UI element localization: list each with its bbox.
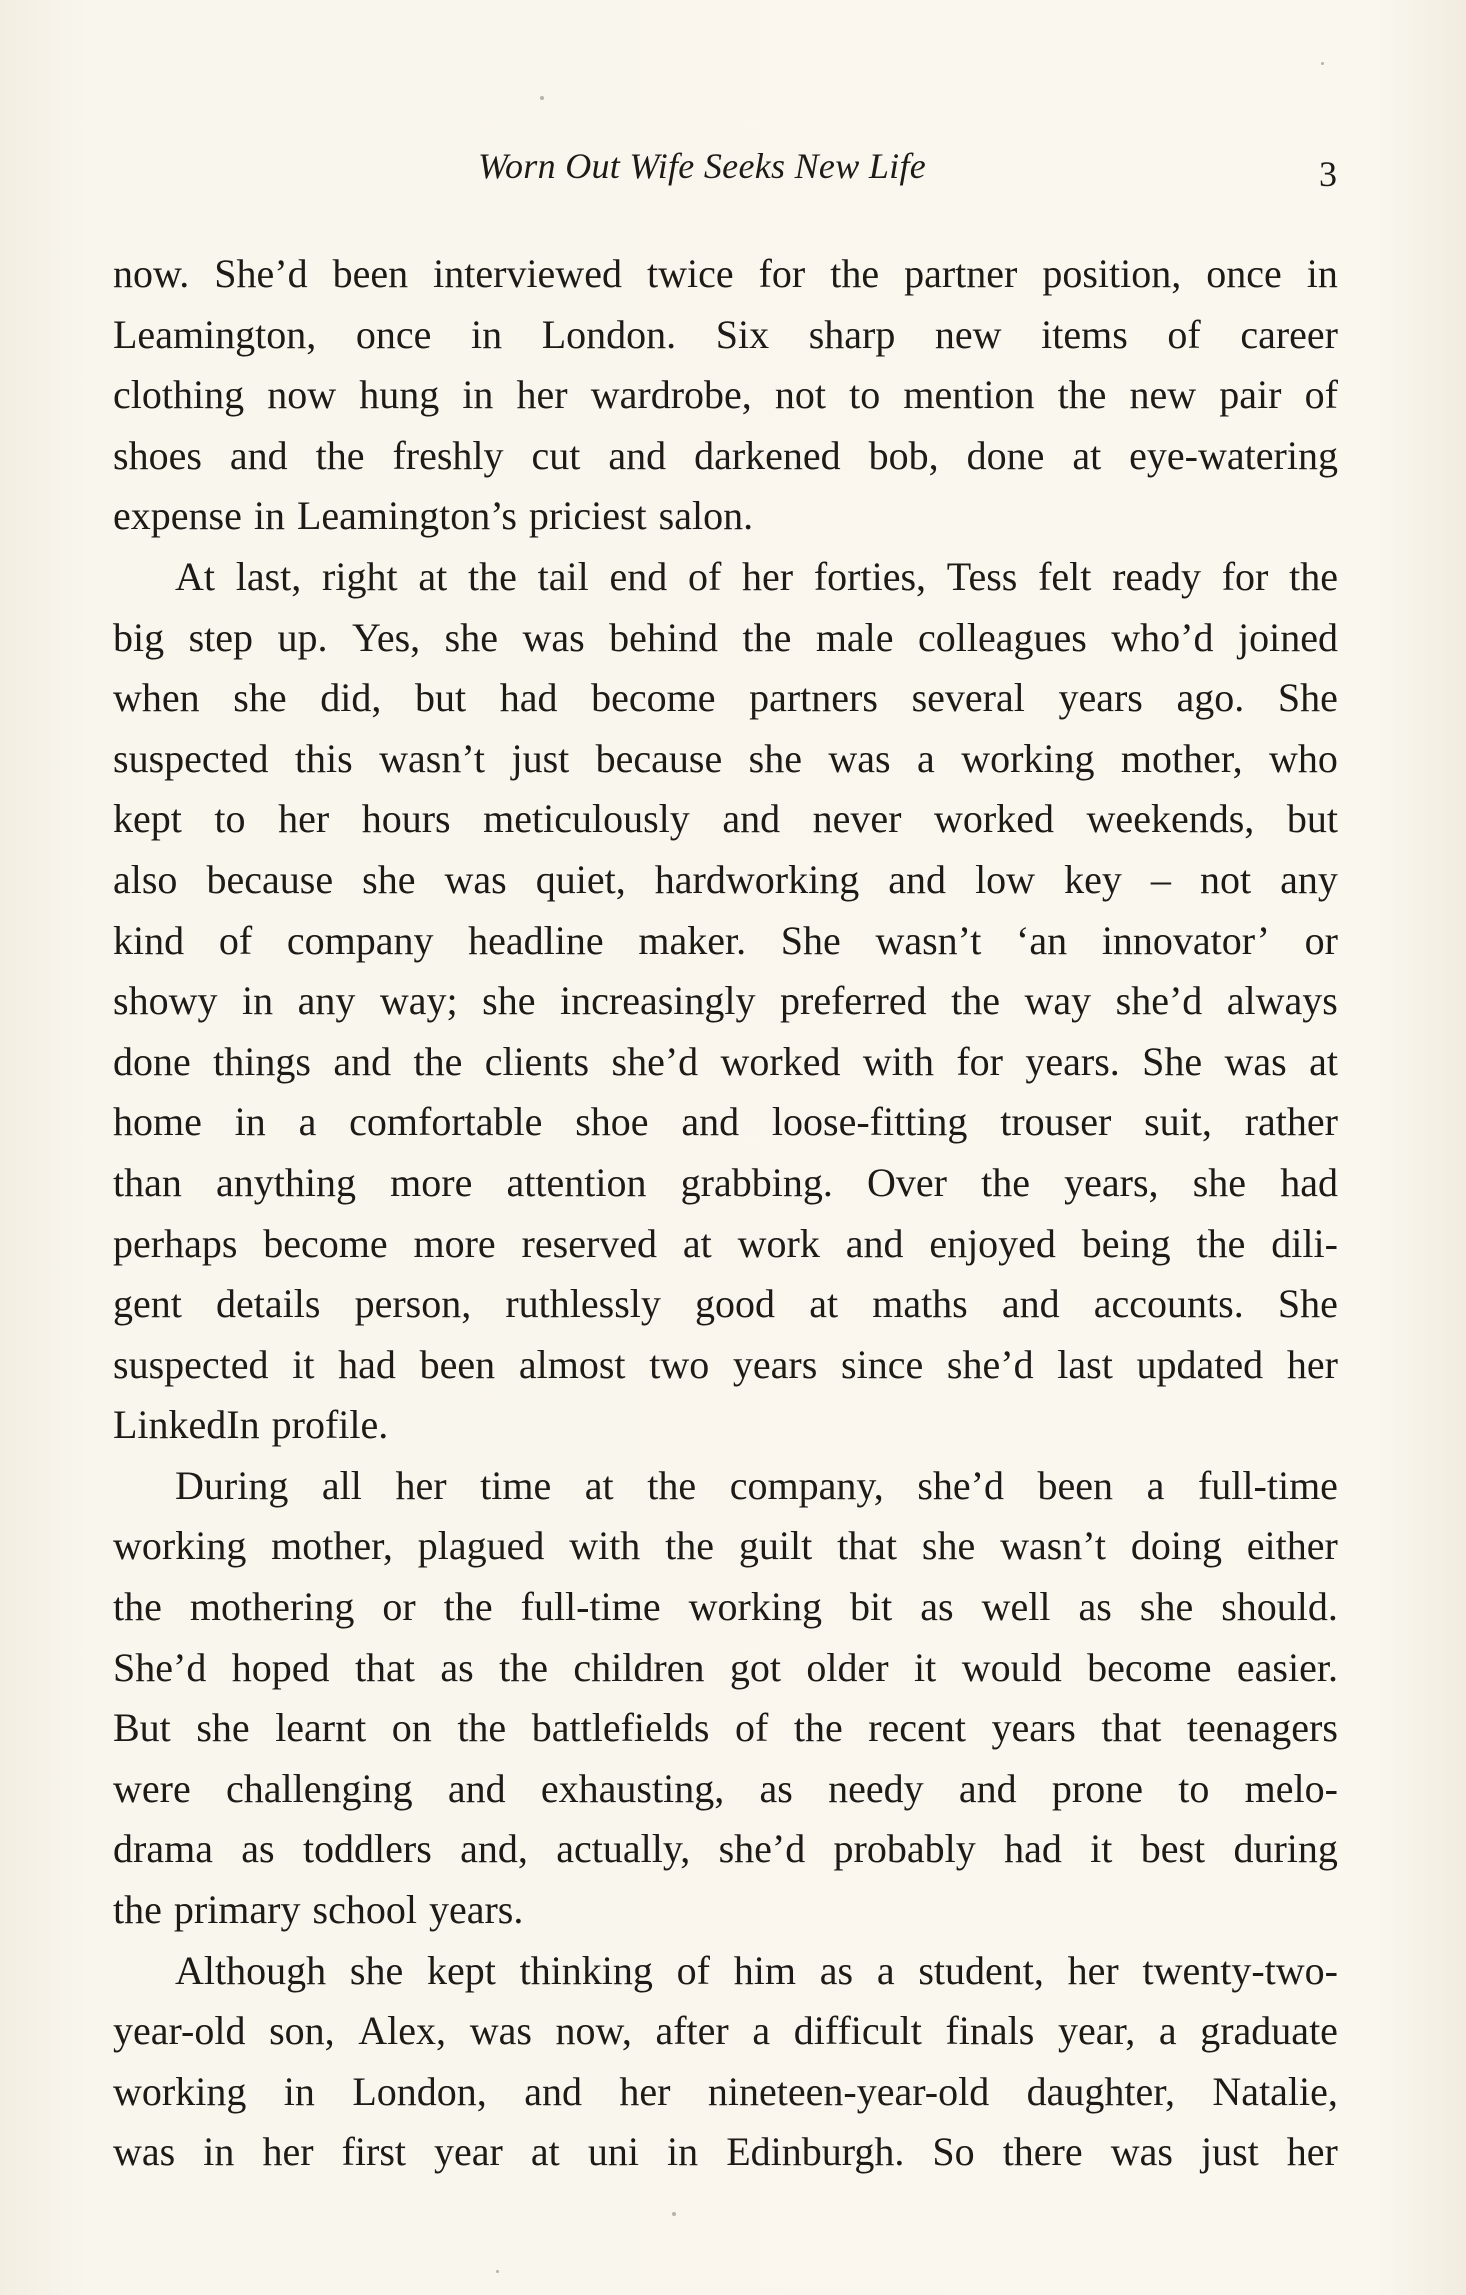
paper-speck xyxy=(672,2212,676,2216)
text-line: drama as toddlers and, actually, she’d probably had it best during xyxy=(113,1826,1338,1872)
text-line: expense in Leamington’s priciest salon. xyxy=(113,493,754,539)
text-line: done things and the clients she’d worked with for years. She was at xyxy=(113,1038,1338,1084)
text-line: Although she kept thinking of him as a student, her twenty-two- xyxy=(175,1947,1338,1993)
text-line: During all her time at the company, she’d been a full-time xyxy=(175,1462,1338,1508)
text-line: now. She’d been interviewed twice for the partner position, once in xyxy=(113,251,1338,296)
text-line: working in London, and her nineteen-year-old daughter, Natalie, xyxy=(113,2068,1338,2114)
running-title: Worn Out Wife Seeks New Life xyxy=(478,146,927,186)
paper-speck xyxy=(1321,62,1324,65)
text-line: gent details person, ruthlessly good at maths and accounts. She xyxy=(113,1281,1338,1327)
text-line: She’d hoped that as the children got older it would become easier. xyxy=(113,1644,1338,1690)
text-line: was in her first year at uni in Edinburgh. So there was just her xyxy=(113,2129,1338,2175)
text-line: clothing now hung in her wardrobe, not to mention the new pair of xyxy=(113,372,1338,418)
text-line: perhaps become more reserved at work and enjoyed being the dili- xyxy=(113,1220,1338,1266)
text-line: year-old son, Alex, was now, after a difficult finals year, a graduate xyxy=(113,2008,1338,2054)
text-line: than anything more attention grabbing. Over the years, she had xyxy=(113,1159,1338,1205)
text-line: Leamington, once in London. Six sharp new items of career xyxy=(113,311,1338,357)
paper-speck xyxy=(496,2270,499,2273)
body-text xyxy=(113,244,1338,2183)
text-line: suspected this wasn’t just because she was a working mother, who xyxy=(113,735,1338,781)
text-line: working mother, plagued with the guilt that she wasn’t doing either xyxy=(113,1523,1338,1569)
text-line: But she learnt on the battlefields of the recent years that teenagers xyxy=(113,1705,1338,1751)
text-line: suspected it had been almost two years since she’d last updated her xyxy=(113,1341,1338,1387)
text-line: kind of company headline maker. She wasn’t ‘an innovator’ or xyxy=(113,917,1338,963)
text-line: At last, right at the tail end of her forties, Tess felt ready for the xyxy=(175,553,1338,599)
text-line: were challenging and exhausting, as needy and prone to melo- xyxy=(113,1765,1338,1811)
text-line: shoes and the freshly cut and darkened bob, done at eye-watering xyxy=(113,432,1338,478)
text-line: home in a comfortable shoe and loose-fitting trouser suit, rather xyxy=(113,1099,1338,1145)
text-line: when she did, but had become partners several years ago. She xyxy=(113,675,1338,721)
text-line: LinkedIn profile. xyxy=(113,1402,389,1448)
text-line: the mothering or the full-time working bit as well as she should. xyxy=(113,1584,1338,1630)
text-line: the primary school years. xyxy=(113,1887,524,1933)
running-head xyxy=(0,140,1466,192)
text-line: showy in any way; she increasingly preferred the way she’d always xyxy=(113,978,1338,1024)
text-line: also because she was quiet, hardworking and low key – not any xyxy=(113,856,1338,902)
page-number: 3 xyxy=(1319,154,1337,194)
text-line: big step up. Yes, she was behind the male colleagues who’d joined xyxy=(113,614,1338,660)
text-line: kept to her hours meticulously and never worked weekends, but xyxy=(113,796,1338,842)
paper-speck xyxy=(540,96,544,100)
